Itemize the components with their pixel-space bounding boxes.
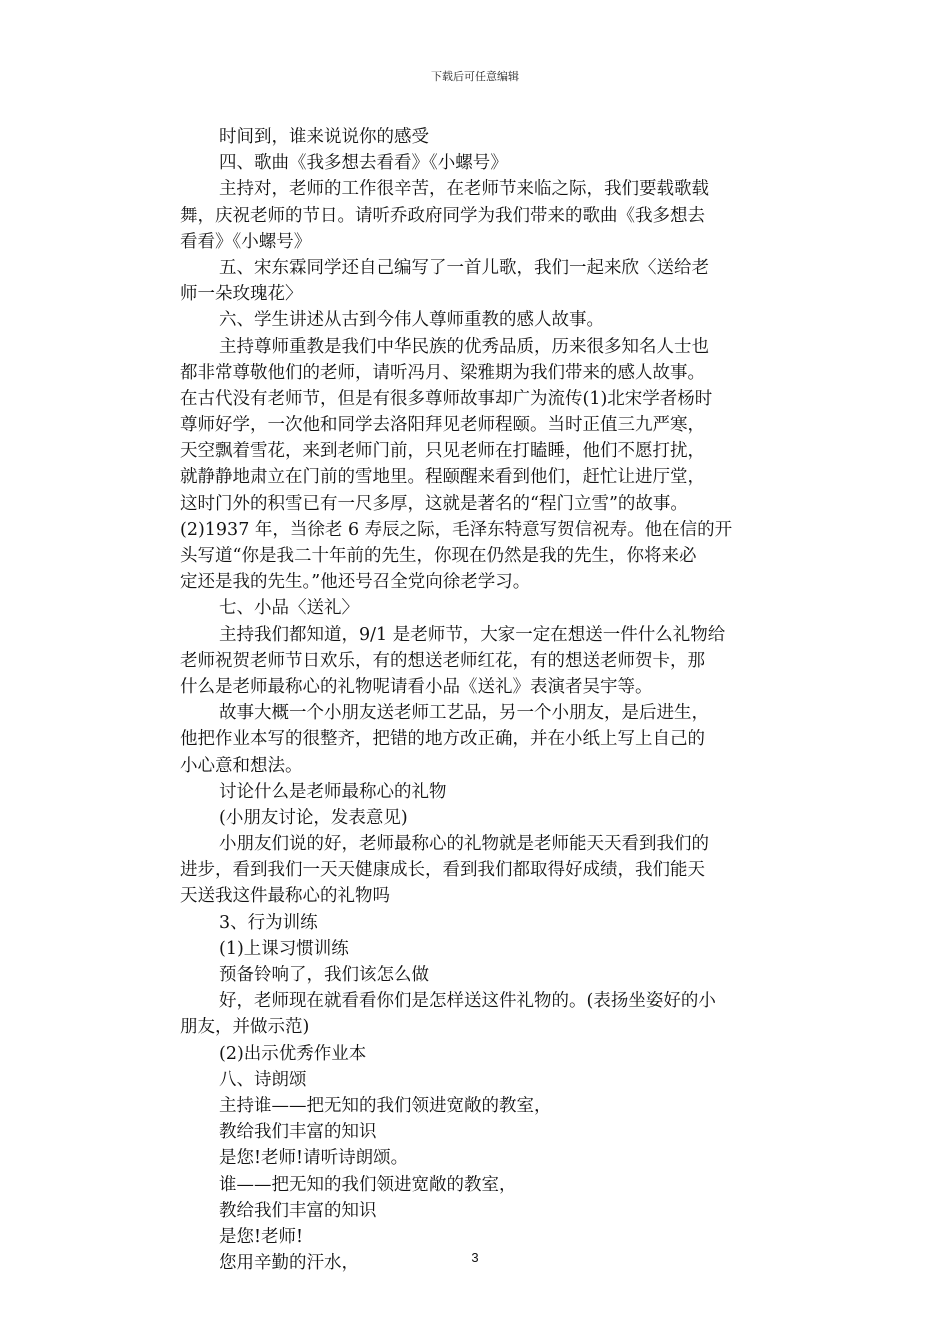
text-line: 六、学生讲述从古到今伟人尊师重教的感人故事。 [219, 310, 604, 331]
text-line: 您用辛勤的汗水， [219, 1253, 359, 1274]
text-line: 天送我这件最称心的礼物吗 [180, 886, 390, 907]
text-line: 尊师好学，一次他和同学去洛阳拜见老师程颐。当时正值三九严寒， [180, 415, 705, 436]
text-line: 什么是老师最称心的礼物呢请看小品《送礼》表演者吴宇等。 [180, 676, 653, 697]
text-line: 七、小品〈送礼〉 [219, 598, 359, 619]
text-line: 主持谁——把无知的我们领进宽敞的教室， [219, 1095, 552, 1116]
text-line: 时间到，谁来说说你的感受 [219, 127, 429, 147]
text-line: 是您!老师!请听诗朗颂。 [219, 1148, 409, 1169]
text-line: 师一朵玫瑰花〉 [180, 284, 303, 305]
text-line: 定还是我的先生。”他还号召全党向徐老学习。 [180, 572, 531, 593]
text-line: 教给我们丰富的知识 [219, 1200, 377, 1221]
text-line: 在古代没有老师节，但是有很多尊师故事却广为流传(1)北宋学者杨时 [180, 388, 713, 409]
text-line: 八、诗朗颂 [219, 1069, 307, 1090]
page-number: 3 [471, 1250, 479, 1265]
text-line: 预备铃响了，我们该怎么做 [219, 965, 429, 985]
text-line: 教给我们丰富的知识 [219, 1122, 377, 1143]
text-line: 看看》《小螺号》 [180, 231, 312, 252]
text-line: 主持对，老师的工作很辛苦，在老师节来临之际，我们要载歌载 [219, 179, 709, 200]
text-line: 都非常尊敬他们的老师，请听冯月、梁雅期为我们带来的感人故事。 [180, 362, 705, 383]
text-line: 这时门外的积雪已有一尺多厚，这就是著名的“程门立雪”的故事。 [180, 493, 688, 514]
text-line: 小朋友们说的好，老师最称心的礼物就是老师能天天看到我们的 [219, 834, 709, 855]
text-line: 天空飘着雪花，来到老师门前，只见老师在打瞌睡，他们不愿打扰， [180, 441, 705, 462]
text-line: (1)上课习惯训练 [219, 938, 349, 959]
text-line: 谁——把无知的我们领进宽敞的教室， [219, 1174, 517, 1195]
text-line: 朋友，并做示范) [180, 1017, 310, 1038]
text-line: 舞，庆祝老师的节日。请听乔政府同学为我们带来的歌曲《我多想去 [180, 205, 705, 226]
text-line: 主持尊师重教是我们中华民族的优秀品质，历来很多知名人士也 [219, 336, 709, 357]
text-line: 他把作业本写的很整齐，把错的地方改正确，并在小纸上写上自己的 [180, 729, 705, 750]
text-line: 老师祝贺老师节日欢乐，有的想送老师红花，有的想送老师贺卡，那 [180, 650, 705, 671]
text-line: 故事大概一个小朋友送老师工艺品，另一个小朋友，是后进生， [219, 703, 709, 724]
text-line: 好，老师现在就看看你们是怎样送这件礼物的。(表扬坐姿好的小 [219, 991, 716, 1012]
text-line: 讨论什么是老师最称心的礼物 [219, 781, 447, 802]
text-line: 是您!老师! [219, 1226, 304, 1247]
text-line: 四、歌曲《我多想去看看》《小螺号》 [219, 153, 508, 174]
text-line: 就静静地肃立在门前的雪地里。程颐醒来看到他们，赶忙让进厅堂， [180, 467, 705, 488]
text-line: 小心意和想法。 [180, 755, 303, 776]
text-line: 头写道“你是我二十年前的先生，你现在仍然是我的先生，你将来必 [180, 546, 697, 566]
text-line: 进步，看到我们一天天健康成长，看到我们都取得好成绩，我们能天 [180, 860, 705, 881]
text-line: (2)出示优秀作业本 [219, 1043, 367, 1064]
text-line: (2)1937 年，当徐老 6 寿辰之际，毛泽东特意写贺信祝寿。他在信的开 [180, 519, 733, 540]
text-line: 主持我们都知道，9/1 是老师节，大家一定在想送一件什么礼物给 [219, 624, 726, 645]
text-line: 3、行为训练 [219, 912, 318, 933]
text-line: 五、宋东霖同学还自己编写了一首儿歌，我们一起来欣〈送给老 [219, 257, 709, 278]
text-line: (小朋友讨论，发表意见) [219, 807, 408, 828]
document-body [180, 124, 776, 1276]
page-header: 下载后可任意编辑 [431, 70, 519, 83]
